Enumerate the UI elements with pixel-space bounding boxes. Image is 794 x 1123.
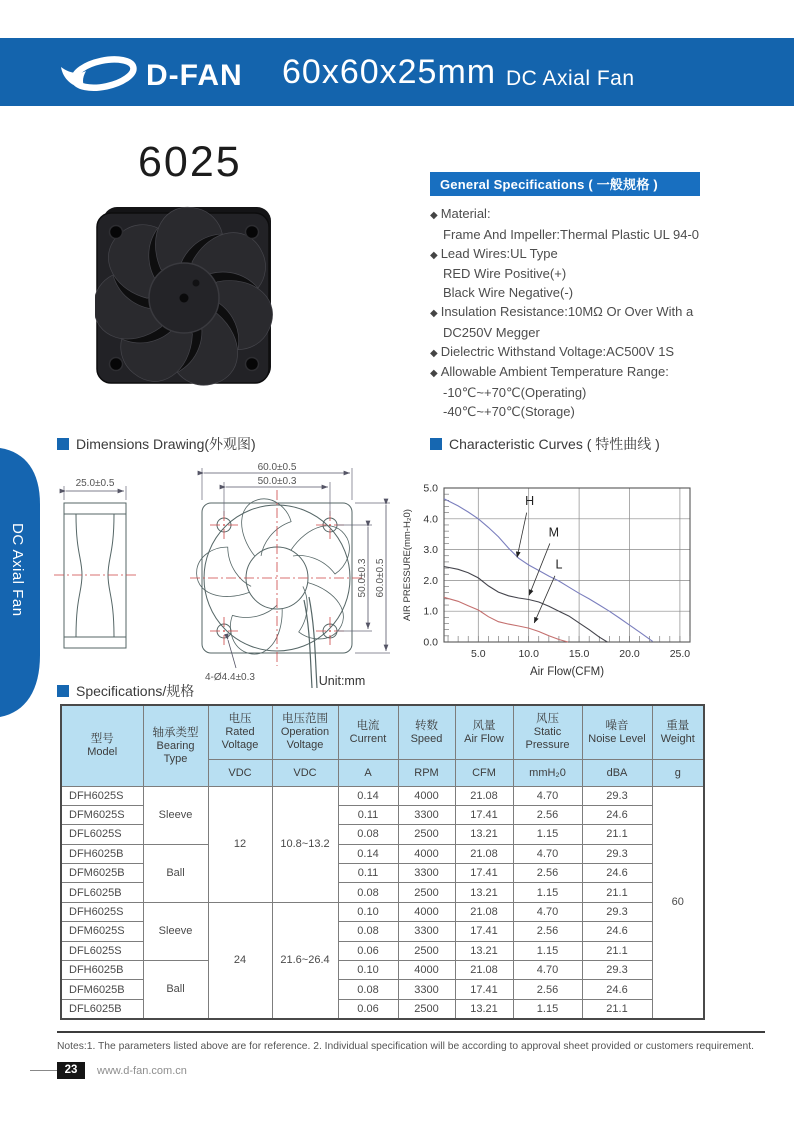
pressure-cell: 4.70 <box>513 902 582 921</box>
diamond-bullet-icon: ◆ <box>430 347 438 359</box>
operation-voltage-cell: 21.6~26.4 <box>272 902 338 1018</box>
col-header-air-flow: 风量 Air Flow <box>455 705 513 759</box>
spec-line: -10℃~+70℃(Operating) <box>443 385 587 401</box>
table-row <box>61 961 704 980</box>
col-header-rated-voltage: 电压 Rated Voltage <box>208 705 272 759</box>
dim-hole-pitch-v-label: 50.0±0.3 <box>357 558 368 598</box>
current-cell: 0.06 <box>338 999 398 1018</box>
bearing-cell: Sleeve <box>143 786 208 844</box>
speed-cell: 4000 <box>398 786 455 805</box>
specifications-title: Specifications/规格 <box>76 683 195 699</box>
model-cell: DFH6025S <box>61 786 143 805</box>
model-cell: DFL6025S <box>61 941 143 960</box>
noise-cell: 21.1 <box>582 941 652 960</box>
noise-cell: 24.6 <box>582 922 652 941</box>
airflow-cell: 13.21 <box>455 825 513 844</box>
footer-tick <box>30 1070 57 1071</box>
model-cell: DFH6025B <box>61 844 143 863</box>
spec-line: ◆ Dielectric Withstand Voltage:AC500V 1S <box>430 343 675 359</box>
col-header-noise-level: 噪音 Noise Level <box>582 705 652 759</box>
spec-line: DC250V Megger <box>443 324 540 340</box>
diamond-bullet-icon: ◆ <box>430 210 438 221</box>
airflow-cell: 13.21 <box>455 941 513 960</box>
speed-cell: 3300 <box>398 922 455 941</box>
airflow-cell: 13.21 <box>455 883 513 902</box>
weight-cell: 60 <box>652 786 704 1019</box>
airflow-cell: 21.08 <box>455 902 513 921</box>
model-cell: DFM6025B <box>61 864 143 883</box>
diamond-bullet-icon: ◆ <box>430 307 438 319</box>
speed-cell: 3300 <box>398 864 455 883</box>
general-specifications <box>430 172 720 422</box>
svg-text:0.0: 0.0 <box>423 636 438 649</box>
svg-text:15.0: 15.0 <box>568 648 590 660</box>
speed-cell: 4000 <box>398 902 455 921</box>
table-row <box>61 786 704 805</box>
spec-line: -40℃~+70℃(Storage) <box>443 403 575 419</box>
current-cell: 0.08 <box>338 883 398 902</box>
general-specs-list <box>430 205 720 422</box>
current-cell: 0.08 <box>338 825 398 844</box>
svg-text:2.0: 2.0 <box>423 574 438 587</box>
svg-text:20.0: 20.0 <box>619 648 640 660</box>
pressure-cell: 1.15 <box>513 883 582 902</box>
pressure-cell: 2.56 <box>513 805 582 824</box>
col-header-model: 型号 Model <box>61 705 143 786</box>
spec-line: ◆ Insulation Resistance:10MΩ Or Over With a <box>430 303 694 319</box>
pressure-cell: 2.56 <box>513 980 582 999</box>
curve-label-H: H <box>525 493 535 508</box>
dimension-drawing <box>52 458 404 698</box>
col-header-operation-voltage: 电压范围 Operation Voltage <box>272 705 338 759</box>
table-row <box>61 844 704 863</box>
speed-cell: 4000 <box>398 844 455 863</box>
col-header-current: 电流 Current <box>338 705 398 759</box>
dfan-logo-icon <box>60 52 140 96</box>
current-cell: 0.11 <box>338 864 398 883</box>
noise-cell: 21.1 <box>582 825 652 844</box>
unit-header-weight: g <box>652 759 704 786</box>
current-cell: 0.11 <box>338 805 398 824</box>
unit-header-operation-voltage: VDC <box>272 759 338 786</box>
page-number: 23 <box>57 1062 85 1079</box>
characteristic-curves-chart <box>398 452 708 692</box>
model-cell: DFL6025B <box>61 999 143 1018</box>
spec-line: ◆ Allowable Ambient Temperature Range: <box>430 364 669 380</box>
pressure-cell: 4.70 <box>513 961 582 980</box>
product-type: DC Axial Fan <box>506 67 635 90</box>
svg-text:10.0: 10.0 <box>518 648 539 660</box>
airflow-cell: 21.08 <box>455 961 513 980</box>
bearing-cell: Ball <box>143 961 208 1019</box>
speed-cell: 2500 <box>398 825 455 844</box>
unit-header-current: A <box>338 759 398 786</box>
pressure-cell: 1.15 <box>513 999 582 1018</box>
current-cell: 0.14 <box>338 786 398 805</box>
unit-label: Unit:mm <box>318 674 366 688</box>
curve-M <box>444 567 607 643</box>
current-cell: 0.10 <box>338 902 398 921</box>
operation-voltage-cell: 10.8~13.2 <box>272 786 338 902</box>
current-cell: 0.10 <box>338 961 398 980</box>
model-cell: DFH6025S <box>61 902 143 921</box>
speed-cell: 2500 <box>398 883 455 902</box>
noise-cell: 29.3 <box>582 786 652 805</box>
unit-header-rated-voltage: VDC <box>208 759 272 786</box>
model-cell: DFH6025B <box>61 961 143 980</box>
airflow-cell: 17.41 <box>455 922 513 941</box>
svg-text:5.0: 5.0 <box>470 648 486 660</box>
unit-header-noise-level: dBA <box>582 759 652 786</box>
svg-text:3.0: 3.0 <box>423 544 438 557</box>
side-tab <box>0 440 46 725</box>
pressure-cell: 2.56 <box>513 864 582 883</box>
current-cell: 0.14 <box>338 844 398 863</box>
curves-section-header <box>430 434 660 454</box>
noise-cell: 29.3 <box>582 844 652 863</box>
spec-line: ◆ Material: <box>430 206 491 221</box>
dim-height-label: 60.0±0.5 <box>375 558 386 598</box>
spec-line: RED Wire Positive(+) <box>443 266 567 282</box>
unit-header-speed: RPM <box>398 759 455 786</box>
model-cell: DFM6025B <box>61 980 143 999</box>
diamond-bullet-icon: ◆ <box>430 249 438 261</box>
noise-cell: 29.3 <box>582 961 652 980</box>
brand-name: D-FAN <box>146 59 243 92</box>
noise-cell: 29.3 <box>582 902 652 921</box>
bearing-cell: Sleeve <box>143 902 208 960</box>
dim-hole-pitch-h-label: 50.0±0.3 <box>257 476 297 487</box>
table-row <box>61 902 704 921</box>
product-size: 60x60x25mm <box>282 53 497 91</box>
specifications-table <box>60 704 705 1020</box>
col-header-weight: 重量 Weight <box>652 705 704 759</box>
curve-label-L: L <box>555 557 563 572</box>
curve-label-M: M <box>548 525 560 540</box>
airflow-cell: 13.21 <box>455 999 513 1018</box>
noise-cell: 24.6 <box>582 980 652 999</box>
airflow-cell: 17.41 <box>455 864 513 883</box>
speed-cell: 2500 <box>398 999 455 1018</box>
model-cell: DFL6025B <box>61 883 143 902</box>
speed-cell: 2500 <box>398 941 455 960</box>
airflow-cell: 21.08 <box>455 844 513 863</box>
section-bullet-icon <box>57 438 69 450</box>
noise-cell: 21.1 <box>582 999 652 1018</box>
general-specs-title: General Specifications ( 一般规格 ) <box>430 172 700 196</box>
section-bullet-icon <box>430 438 442 450</box>
curve-L <box>444 597 568 642</box>
dim-width-label: 60.0±0.5 <box>257 462 297 473</box>
svg-text:5.0: 5.0 <box>423 482 438 495</box>
website-url: www.d-fan.com.cn <box>97 1065 187 1077</box>
unit-header-air-flow: CFM <box>455 759 513 786</box>
rated-voltage-cell: 12 <box>208 786 272 902</box>
pressure-cell: 4.70 <box>513 844 582 863</box>
pressure-cell: 4.70 <box>513 786 582 805</box>
model-number: 6025 <box>138 138 242 186</box>
model-cell: DFM6025S <box>61 922 143 941</box>
unit-header-static-pressure: mmH₂0 <box>513 759 582 786</box>
svg-text:4.0: 4.0 <box>423 513 438 526</box>
bearing-cell: Ball <box>143 844 208 902</box>
pressure-cell: 1.15 <box>513 825 582 844</box>
col-header-bearing-type: 轴承类型 Bearing Type <box>143 705 208 786</box>
noise-cell: 24.6 <box>582 864 652 883</box>
notes-divider <box>57 1031 765 1033</box>
curves-chart-svg <box>398 452 708 692</box>
dim-depth-label: 25.0±0.5 <box>75 478 115 489</box>
current-cell: 0.06 <box>338 941 398 960</box>
svg-text:1.0: 1.0 <box>423 605 438 618</box>
current-cell: 0.08 <box>338 922 398 941</box>
col-header-static-pressure: 风压 Static Pressure <box>513 705 582 759</box>
airflow-cell: 17.41 <box>455 980 513 999</box>
svg-text:25.0: 25.0 <box>669 648 691 660</box>
noise-cell: 21.1 <box>582 883 652 902</box>
speed-cell: 3300 <box>398 805 455 824</box>
rated-voltage-cell: 24 <box>208 902 272 1018</box>
model-cell: DFL6025S <box>61 825 143 844</box>
spec-line: Black Wire Negative(-) <box>443 285 574 301</box>
notes-text: Notes:1. The parameters listed above are for reference. 2. Individual specification will be according to approval sheet provided or customers requirement. <box>57 1041 754 1052</box>
noise-cell: 24.6 <box>582 805 652 824</box>
spec-line: Frame And Impeller:Thermal Plastic UL 94-0 <box>443 226 700 242</box>
airflow-cell: 17.41 <box>455 805 513 824</box>
airflow-cell: 21.08 <box>455 786 513 805</box>
pressure-cell: 2.56 <box>513 922 582 941</box>
curves-title: Characteristic Curves ( 特性曲线 ) <box>449 436 660 452</box>
dimensions-section-header <box>57 434 256 454</box>
curve-H <box>444 499 653 642</box>
col-header-speed: 转数 Speed <box>398 705 455 759</box>
spec-line: ◆ Lead Wires:UL Type <box>430 245 558 261</box>
speed-cell: 4000 <box>398 961 455 980</box>
x-axis-title: Air Flow(CFM) <box>529 666 605 678</box>
diamond-bullet-icon: ◆ <box>430 368 438 380</box>
dim-holes-label: 4-Ø4.4±0.3 <box>205 672 255 683</box>
fan-product-photo <box>95 205 275 387</box>
speed-cell: 3300 <box>398 980 455 999</box>
model-cell: DFM6025S <box>61 805 143 824</box>
side-tab-label: DC Axial Fan <box>9 523 26 617</box>
y-axis-title: AIR PRESSURE(mm-H₂0) <box>402 509 413 621</box>
current-cell: 0.08 <box>338 980 398 999</box>
pressure-cell: 1.15 <box>513 941 582 960</box>
dimensions-title: Dimensions Drawing(外观图) <box>76 436 256 452</box>
